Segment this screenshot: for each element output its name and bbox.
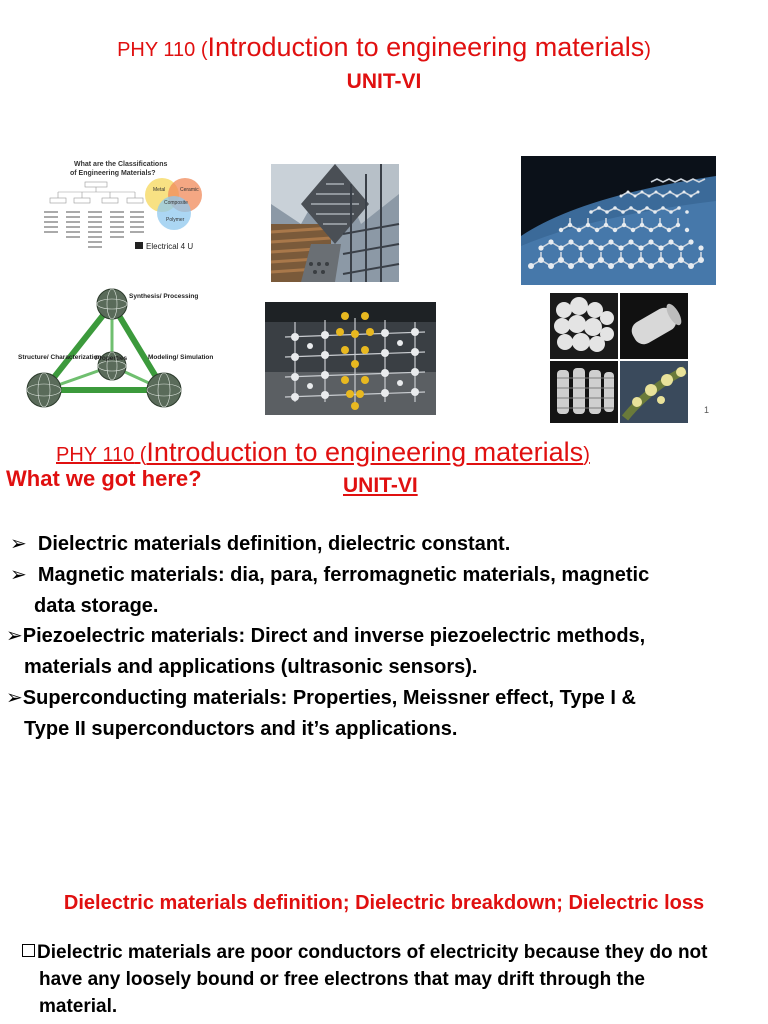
course-title: Introduction to engineering materials: [207, 32, 645, 62]
bullet-text: Piezoelectric materials: Direct and inverse piezoelectric methods,: [22, 625, 646, 647]
para-line-1: Dielectric materials are poor conductors of electricity because they do not: [37, 942, 708, 963]
graphene-lattice-image: [521, 156, 716, 285]
venn-ceramic: Ceramic: [180, 187, 199, 193]
arrow-bullet-icon: ➢: [10, 564, 27, 586]
course-code: PHY 110: [56, 444, 135, 466]
slide2-title: [56, 437, 590, 468]
bullet-piezoelectric: [6, 621, 645, 683]
slide2-unit: UNIT-VI: [343, 474, 418, 497]
venn-composite: Composite: [164, 200, 188, 206]
classification-heading-1: What are the Classifications: [74, 161, 168, 168]
title-open-paren: (: [195, 39, 208, 61]
classification-heading-2: of Engineering Materials?: [70, 170, 156, 177]
materials-collage-image: [271, 164, 399, 282]
bullet-text-cont: data storage.: [34, 595, 159, 617]
micrograph-panels-image: [549, 292, 689, 424]
para-line-3: material.: [39, 996, 118, 1017]
tetra-modeling: Modeling/ Simulation: [148, 354, 214, 361]
slide1-unit: UNIT-VI: [346, 70, 422, 93]
venn-polymer: Polymer: [166, 217, 185, 223]
tetra-synthesis: Synthesis/ Processing: [129, 293, 199, 300]
bullet-text: Magnetic materials: dia, para, ferromagnetic materials, magnetic: [37, 564, 650, 586]
venn-metal: Metal: [153, 187, 166, 193]
para-line-2: have any loosely bound or free electrons that may drift through the: [39, 969, 645, 990]
arrow-bullet-icon: ➢: [6, 625, 23, 647]
materials-tetrahedron-image: [12, 286, 214, 416]
bullet-superconducting: [6, 683, 636, 745]
tetra-properties: Properties: [95, 355, 128, 362]
title-close-paren: ): [644, 39, 651, 61]
title-close-paren: ): [583, 444, 590, 466]
page-number: 1: [704, 405, 710, 415]
title-open-paren: (: [134, 444, 147, 466]
tetra-structure: Structure/ Characterization: [18, 354, 102, 361]
course-code: PHY 110: [117, 39, 196, 61]
slide3-title: Dielectric materials definition; Dielectric breakdown; Dielectric loss: [63, 892, 705, 914]
slide1-title: [0, 32, 768, 63]
electrical4u-logo: Electrical 4 U: [146, 242, 194, 251]
course-title: Introduction to engineering materials: [146, 437, 584, 467]
bullet-dielectric: [10, 529, 510, 560]
bullet-magnetic: [10, 560, 649, 622]
arrow-bullet-icon: ➢: [6, 687, 23, 709]
what-we-got-heading: What we got here?: [6, 466, 202, 491]
bullet-text: Superconducting materials: Properties, Meissner effect, Type I &: [22, 687, 636, 709]
bullet-text-cont: Type II superconductors and it’s applications.: [24, 718, 458, 740]
bullet-text-cont: materials and applications (ultrasonic sensors).: [24, 656, 478, 678]
materials-classification-image: [30, 155, 212, 258]
arrow-bullet-icon: ➢: [10, 533, 27, 555]
bullet-text: Dielectric materials definition, dielectric constant.: [37, 533, 511, 555]
checkbox-bullet-icon: [22, 944, 35, 957]
crystal-model-image: [265, 302, 436, 415]
dielectric-definition-paragraph: [22, 939, 707, 1020]
